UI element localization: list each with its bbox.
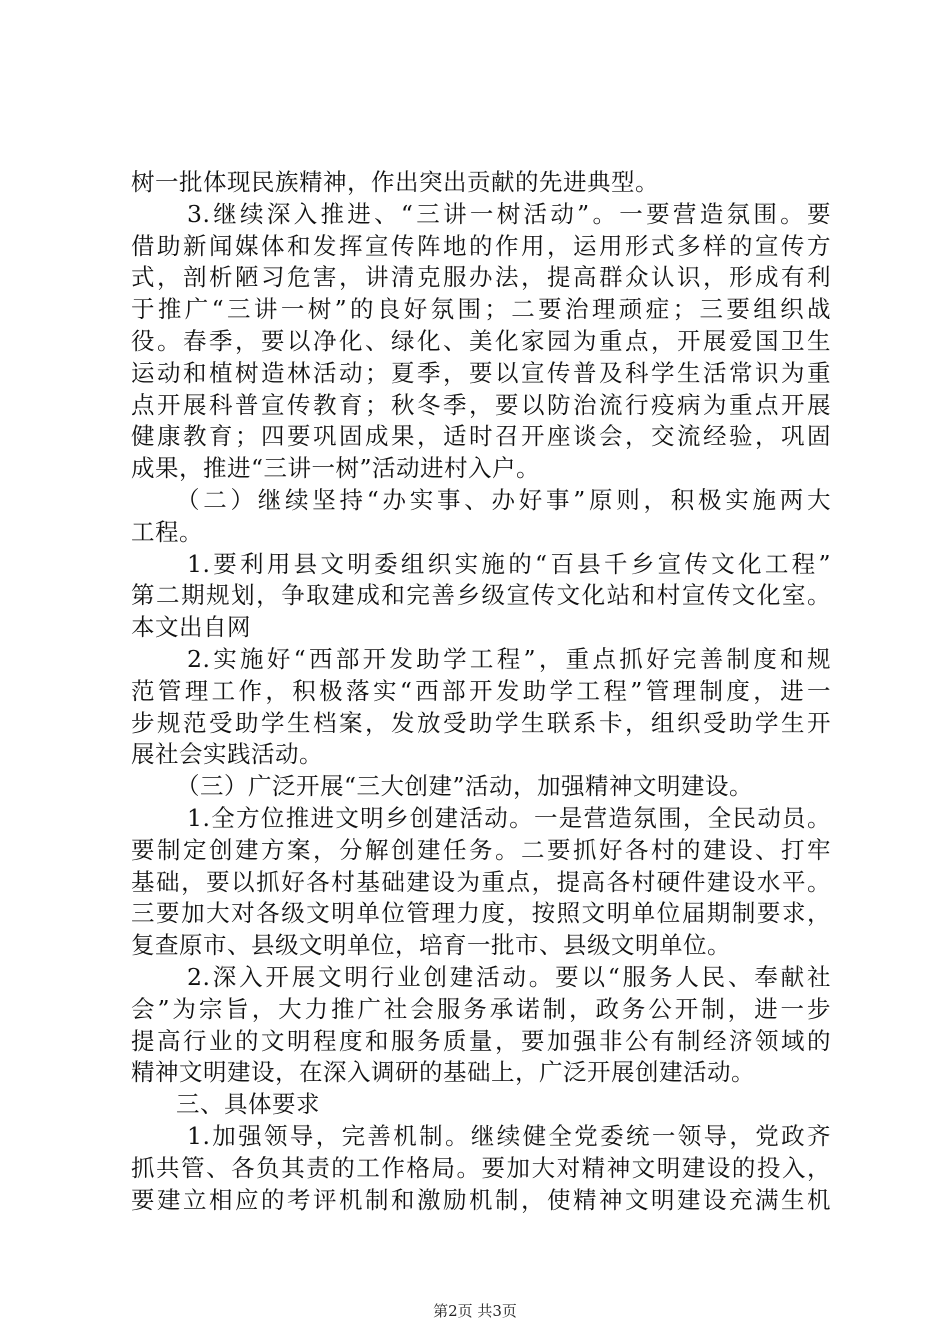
paragraph-line: 会”为宗旨，大力推广社会服务承诺制，政务公开制，进一步 <box>131 994 831 1023</box>
paragraph-line: 2.深入开展文明行业创建活动。要以“服务人民、奉献社 <box>187 962 831 991</box>
paragraph-line: 要建立相应的考评机制和激励机制，使精神文明建设充满生机 <box>131 1185 831 1214</box>
section-heading-line: （三）广泛开展“三大创建”活动，加强精神文明建设。 <box>176 772 754 801</box>
page-number-footer: 第2页 共3页 <box>433 1302 517 1320</box>
document-body <box>131 167 831 1216</box>
paragraph-line: 复查原市、县级文明单位，培育一批市、县级文明单位。 <box>131 931 731 960</box>
paragraph-line: 1.要利用县文明委组织实施的“百县千乡宣传文化工程” <box>187 549 831 578</box>
paragraph-line: 健康教育；四要巩固成果，适时召开座谈会，交流经验，巩固 <box>131 422 831 451</box>
paragraph-line: 树一批体现民族精神，作出突出贡献的先进典型。 <box>131 168 659 196</box>
paragraph-line: 展社会实践活动。 <box>131 740 323 769</box>
paragraph-line: 第二期规划，争取建成和完善乡级宣传文化站和村宣传文化室。 <box>131 581 831 610</box>
paragraph-line: 3.继续深入推进、“三讲一树活动”。一要营造氛围。要 <box>187 199 831 228</box>
paragraph-line: 成果，推进“三讲一树”活动进村入户。 <box>131 454 541 483</box>
paragraph-line: 借助新闻媒体和发挥宣传阵地的作用，运用形式多样的宣传方 <box>131 231 831 260</box>
paragraph-line: 2.实施好“西部开发助学工程”，重点抓好完善制度和规 <box>187 644 831 673</box>
paragraph-line: 抓共管、各负其责的工作格局。要加大对精神文明建设的投入， <box>131 1153 831 1182</box>
paragraph-line: 要制定创建方案，分解创建任务。二要抓好各村的建设、打牢 <box>131 835 831 864</box>
section-heading-line: 工程。 <box>131 517 203 546</box>
paragraph-line: 点开展科普宣传教育；秋冬季，要以防治流行疫病为重点开展 <box>131 390 831 419</box>
section-heading-line: 三、具体要求 <box>176 1090 320 1119</box>
paragraph-line: 役。春季，要以净化、绿化、美化家园为重点，开展爱国卫生 <box>131 326 831 355</box>
paragraph-line: 精神文明建设，在深入调研的基础上，广泛开展创建活动。 <box>131 1058 755 1087</box>
section-heading-line: （二）继续坚持“办实事、办好事”原则，积极实施两大 <box>176 485 831 514</box>
paragraph-line: 式，剖析陋习危害，讲清克服办法，提高群众认识，形成有利 <box>131 263 831 292</box>
paragraph-line: 1.全方位推进文明乡创建活动。一是营造氛围，全民动员。 <box>187 803 831 832</box>
paragraph-line: 于推广“三讲一树”的良好氛围；二要治理顽症；三要组织战 <box>131 295 831 324</box>
paragraph-line: 运动和植树造林活动；夏季，要以宣传普及科学生活常识为重 <box>131 358 831 387</box>
paragraph-line: 三要加大对各级文明单位管理力度，按照文明单位届期制要求， <box>131 899 831 928</box>
paragraph-line: 范管理工作，积极落实“西部开发助学工程”管理制度，进一 <box>131 676 831 705</box>
paragraph-line: 本文出自网 <box>131 613 251 642</box>
paragraph-line: 基础，要以抓好各村基础建设为重点，提高各村硬件建设水平。 <box>131 867 831 896</box>
paragraph-line: 提高行业的文明程度和服务质量，要加强非公有制经济领域的 <box>131 1026 831 1055</box>
paragraph-line: 步规范受助学生档案，发放受助学生联系卡，组织受助学生开 <box>131 708 831 737</box>
paragraph-line: 1.加强领导，完善机制。继续健全党委统一领导，党政齐 <box>187 1121 831 1150</box>
